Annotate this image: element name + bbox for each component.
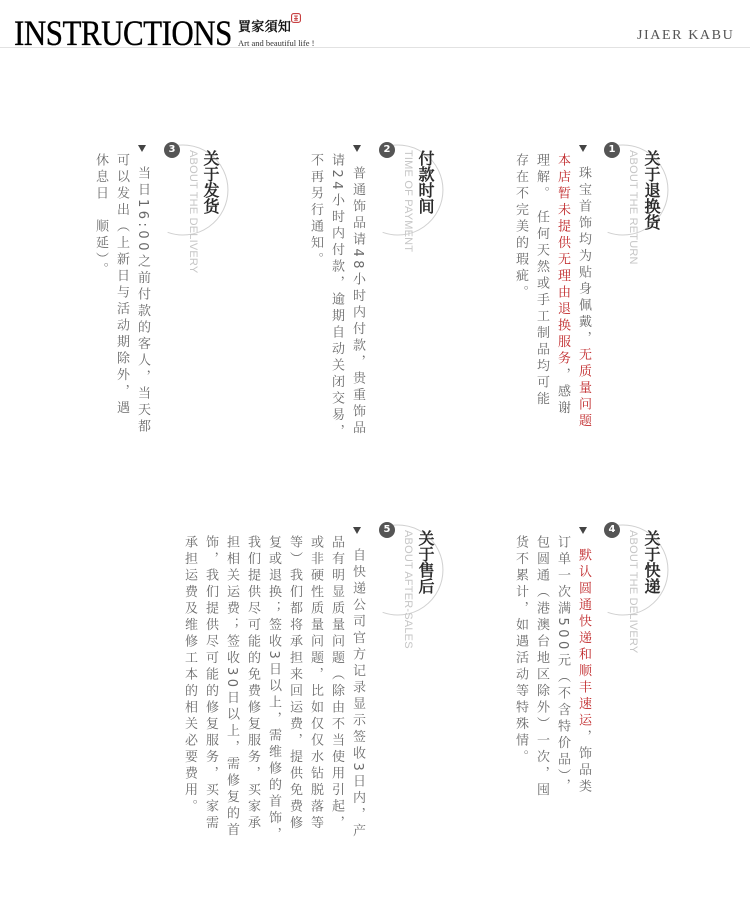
body-text: 订单一次满500元（不含特价品）， (555, 535, 570, 795)
body-line (573, 535, 594, 799)
body-line (531, 153, 552, 430)
tagline: Art and beautiful life ! (238, 38, 315, 48)
body-text: 饰，我们提供尽可能的修复服务，买家需 (203, 535, 218, 832)
section-subtitle: ABOUT THE RETURN (627, 150, 639, 265)
section-title: 关于售后 (416, 530, 435, 594)
body-line (305, 535, 326, 844)
section-number-badge: 2 (379, 142, 395, 158)
section-subtitle: TIME OF PAYMENT (402, 150, 414, 253)
body-text: 普通饰品请48小时内付款，贵重饰品 (350, 166, 365, 438)
section-subtitle: ABOUT AFTER-SALES (402, 530, 414, 649)
body-text: 货不累计，如遇活动等特殊情。 (513, 535, 528, 766)
section-body (90, 153, 153, 435)
body-line (326, 153, 347, 441)
body-text: 我们提供尽可能的免费修复服务，买家承 (245, 535, 260, 832)
body-text: ，感谢 (555, 367, 570, 417)
body-highlight: 默认圆通快递和顺丰速运 (576, 548, 591, 730)
triangle-marker-icon (138, 145, 146, 152)
section-title: 关于退换货 (642, 150, 661, 230)
section-subtitle: ABOUT THE DELIVERY (187, 150, 199, 274)
body-text: 请24小时内付款，逾期自动关闭交易， (329, 153, 344, 441)
body-text: 理解。 任何天然或手工制品均可能 (534, 153, 549, 409)
body-line (132, 153, 153, 435)
body-line (552, 153, 573, 430)
section-title: 关于快递 (642, 530, 661, 594)
body-text: 不再另行通知。 (308, 153, 323, 269)
section-body (179, 535, 368, 844)
body-line (573, 153, 594, 430)
body-line (200, 535, 221, 844)
body-highlight: 本店暂未提供无理由退换服务 (555, 153, 570, 368)
body-line (242, 535, 263, 844)
section-subtitle: ABOUT THE DELIVERY (627, 530, 639, 654)
section-number-badge: 1 (604, 142, 620, 158)
body-line (510, 153, 531, 430)
body-line (179, 535, 200, 844)
body-text: 可以发出（上新日与活动期除外，遇 (114, 153, 129, 417)
body-line (552, 535, 573, 799)
page-title-cn: 買家須知 (238, 20, 292, 35)
body-text: 珠宝首饰均为贴身佩戴， (576, 166, 591, 348)
body-text: 或非硬性质量问题，比如仅仅水钻脱落等 (308, 535, 323, 832)
body-text: 存在不完美的瑕疵。 (513, 153, 528, 302)
body-text: ，饰品类 (576, 729, 591, 796)
triangle-marker-icon (579, 527, 587, 534)
section-number-badge: 4 (604, 522, 620, 538)
section-number-badge: 5 (379, 522, 395, 538)
body-line (326, 535, 347, 844)
body-text: 包圆通（港澳台地区除外）一次，囤 (534, 535, 549, 799)
body-line (221, 535, 242, 844)
triangle-marker-icon (353, 527, 361, 534)
body-line (305, 153, 326, 441)
section-number-badge: 3 (164, 142, 180, 158)
body-text: 承担运费及维修工本的相关必要费用。 (182, 535, 197, 816)
section-body (510, 153, 594, 430)
section-body (305, 153, 368, 441)
body-line (111, 153, 132, 435)
body-line (90, 153, 111, 435)
body-line (347, 535, 368, 844)
body-text: 复或退换；签收3日以上，需维修的首饰， (266, 535, 281, 844)
triangle-marker-icon (579, 145, 587, 152)
body-line (263, 535, 284, 844)
body-text: 担相关运费；签收30日以上，需修复的首 (224, 535, 239, 840)
body-line (531, 535, 552, 799)
body-text: 当日16:00之前付款的客人，当天都 (135, 166, 150, 436)
section-body (510, 535, 594, 799)
body-highlight: 无质量问题 (576, 347, 591, 430)
body-text: 休息日 顺延）。 (93, 153, 108, 279)
page-title: INSTRUCTIONS (14, 12, 232, 54)
body-line (284, 535, 305, 844)
section-title: 关于发货 (201, 150, 220, 214)
brand-name: JIAER KABU (637, 28, 735, 43)
body-text: 自快递公司官方记录显示签收3日内，产 (350, 548, 365, 841)
body-text: 品有明显质量问题（除由不当使用引起， (329, 535, 344, 832)
body-text: 等）我们都将承担来回运费，提供免费修 (287, 535, 302, 832)
triangle-marker-icon (353, 145, 361, 152)
section-title: 付款时间 (416, 150, 435, 214)
body-line (347, 153, 368, 441)
body-line (510, 535, 531, 799)
